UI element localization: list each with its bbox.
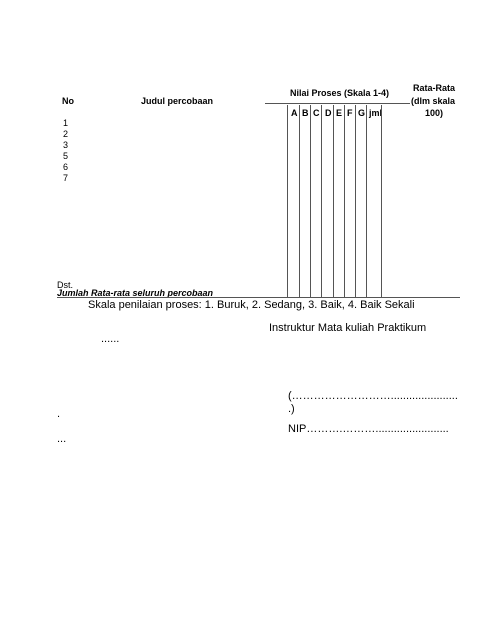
- left-dots-bottom: ...: [57, 433, 67, 445]
- row-number: 2: [63, 129, 69, 139]
- sub-col-c: C: [313, 108, 320, 118]
- col-line: [287, 105, 288, 297]
- scale-note: Skala penilaian proses: 1. Buruk, 2. Sedang, 3. Baik, 4. Baik Sekali: [88, 299, 415, 311]
- col-line: [366, 105, 367, 297]
- col-line: [355, 105, 356, 297]
- row-number: 5: [63, 151, 69, 161]
- signature-name-line-end: .): [288, 403, 295, 415]
- row-number: 3: [63, 140, 69, 150]
- sub-col-a: A: [291, 108, 298, 118]
- signature-title: Instruktur Mata kuliah Praktikum: [269, 322, 427, 334]
- col-line: [344, 105, 345, 297]
- col-rata-header-3: 100): [425, 108, 444, 118]
- sub-col-d: D: [325, 108, 332, 118]
- col-judul-header: Judul percobaan: [141, 96, 214, 106]
- row-number: 1: [63, 118, 69, 128]
- signature-nip: NIP……….………........................: [288, 423, 449, 435]
- signature-name-line: (………………………......................: [288, 390, 458, 402]
- sub-col-jml: jml: [369, 108, 383, 118]
- sub-col-e: E: [336, 108, 343, 118]
- total-label: Jumlah Rata-rata seluruh percobaan: [57, 288, 214, 298]
- table-bottom-line: [57, 297, 460, 298]
- col-nilai-header: Nilai Proses (Skala 1-4): [290, 88, 390, 98]
- col-line: [310, 105, 311, 297]
- sub-col-f: F: [347, 108, 353, 118]
- nilai-header-underline: [265, 103, 410, 104]
- sub-col-g: G: [358, 108, 366, 118]
- left-dot: .: [57, 408, 61, 420]
- sub-col-b: B: [302, 108, 309, 118]
- row-number: 7: [63, 173, 69, 183]
- col-line: [299, 105, 300, 297]
- col-line: [381, 105, 382, 297]
- col-line: [333, 105, 334, 297]
- col-rata-header-2: (dlm skala: [411, 96, 456, 106]
- col-no-header: No: [62, 96, 74, 106]
- col-line: [321, 105, 322, 297]
- left-dots: ......: [101, 333, 120, 345]
- col-rata-header-1: Rata-Rata: [413, 83, 456, 93]
- row-number: 6: [63, 162, 69, 172]
- dst-label: Dst.: [57, 280, 74, 290]
